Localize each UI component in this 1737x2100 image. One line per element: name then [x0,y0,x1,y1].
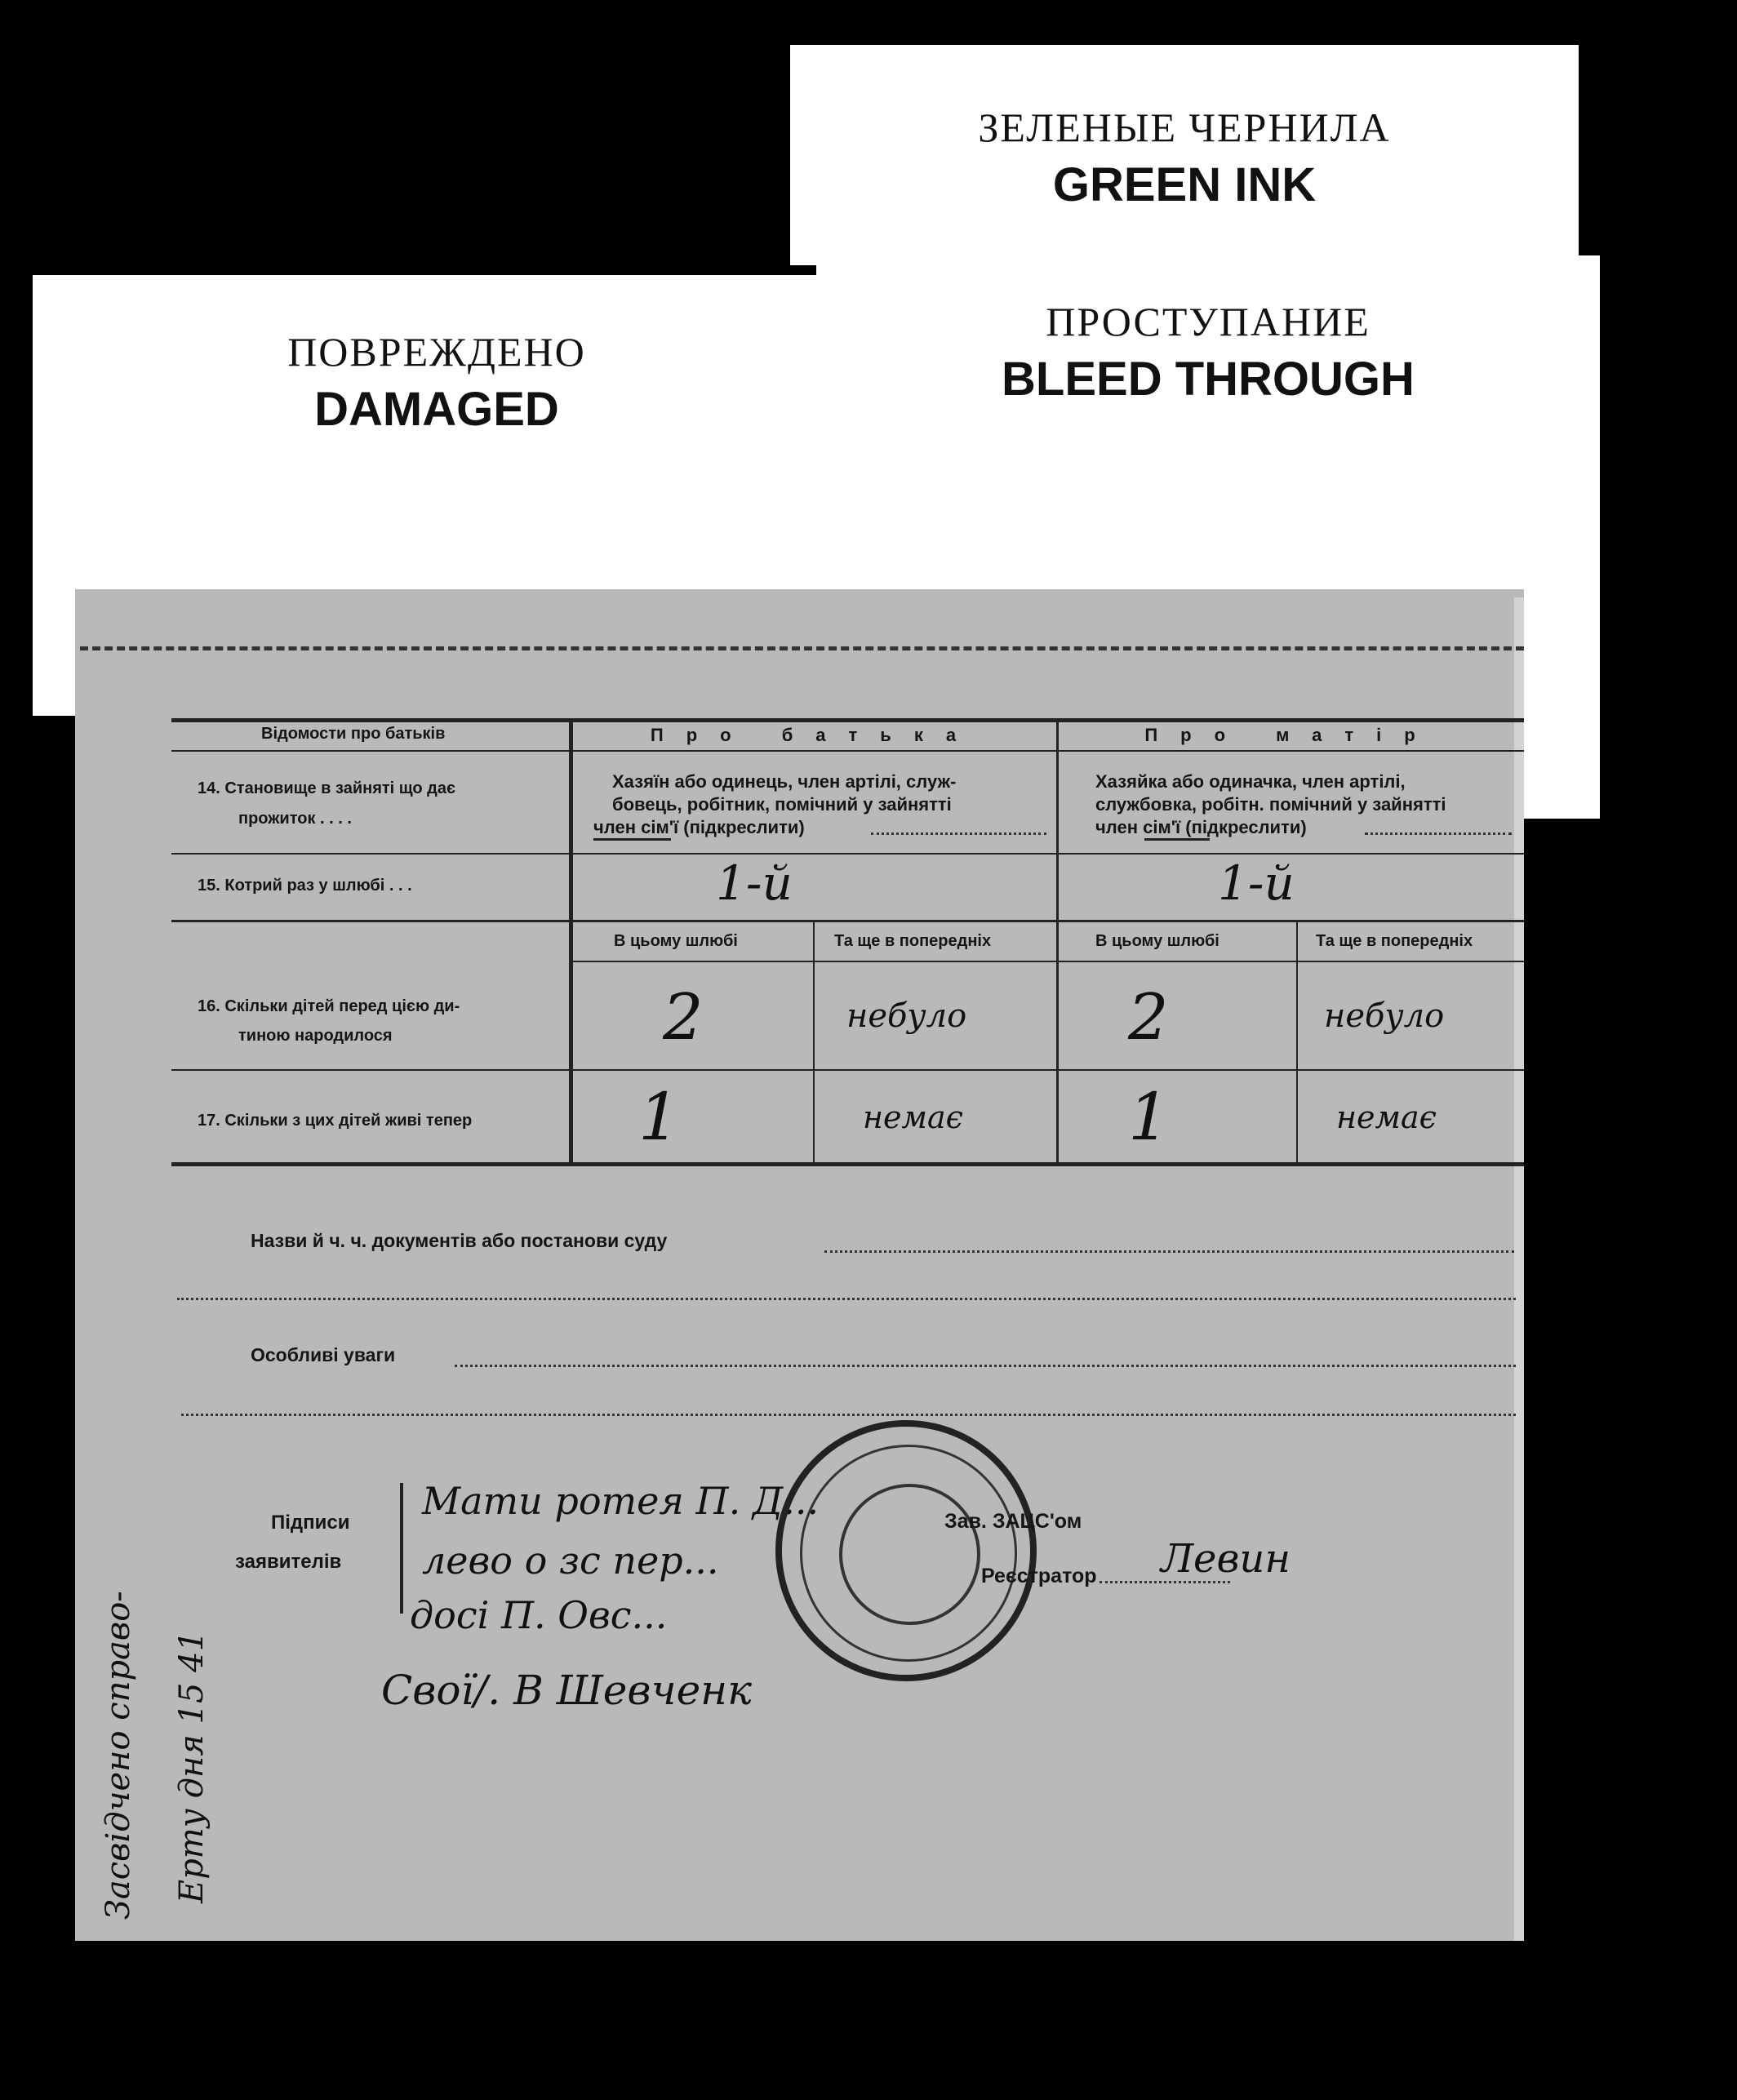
row14-father-3: член сім'ї (підкреслити) [593,817,805,837]
table-bottom-border [171,1162,1524,1166]
row16-mother-this: 2 [1128,981,1169,1054]
table-header-border [171,750,1524,752]
sub-mother-prev: Та ще в попередніх [1316,932,1473,950]
row14-mother-1: Хазяйка або одиначка, член артілі, [1095,771,1406,792]
header-father: Про батька [650,725,980,745]
row14-father-underline [593,838,671,841]
row14-mother-dots [1365,832,1512,835]
row14-father-1: Хазяїн або одинець, член артілі, служ- [612,771,957,792]
documents-dots-1 [824,1250,1514,1253]
row16-mother-prev: небуло [1324,997,1445,1035]
signatures-brace [400,1483,403,1614]
signatures-label-1: Підписи [271,1512,350,1534]
side-note-1: Засвідчено справо- [100,1591,137,1920]
col-border-father-sub [813,920,815,1165]
row14-label-2: прожиток . . . . [238,810,352,828]
bleed-through-en: BLEED THROUGH [1002,353,1415,406]
row17-mother-prev: немає [1336,1099,1437,1135]
sub-mother-this: В цьому шлюбі [1095,932,1219,950]
registrar-signature: Левин [1161,1536,1291,1582]
col-border-1 [569,720,573,1165]
signature-3: досі П. Овс... [410,1593,668,1637]
green-ink-ru: ЗЕЛЕНЫЕ ЧЕРНИЛА [978,104,1391,150]
row17-father-this: 1 [638,1079,680,1155]
paper-edge [1514,597,1524,1941]
row14-mother-3: член сім'ї (підкреслити) [1095,817,1307,837]
row17-father-prev: немає [863,1099,963,1135]
registrar-label: Реєстратор [981,1565,1097,1587]
stamp-emblem [839,1484,980,1625]
row16-father-prev: небуло [846,997,967,1035]
signature-4: Свої/. В Шевченк [381,1667,752,1714]
row14-mother-underline [1144,838,1210,841]
row14-mother-2: службовка, робітн. помічний у зайнятті [1095,794,1446,815]
notes-label: Особливі уваги [251,1344,396,1365]
row14-father-2: бовець, робітник, помічний у зайнятті [612,794,952,815]
official-stamp [775,1420,1037,1681]
row16-border [171,1069,1524,1071]
row17-label: 17. Скільки з цих дітей живі тепер [198,1112,473,1130]
row15-border [171,920,1524,922]
documents-label: Назви й ч. ч. документів або постанови суду [251,1230,668,1251]
row14-border [171,853,1524,855]
sub-father-this: В цьому шлюбі [614,932,738,950]
row15-father-value: 1-й [716,855,793,911]
sub-father-prev: Та ще в попередніх [834,932,992,950]
row15-label: 15. Котрий раз у шлюбі . . . [198,877,412,895]
signature-1: Мати ротея П. Д... [422,1479,820,1523]
row14-father-dots [871,832,1046,835]
notes-dots-2 [181,1414,1516,1416]
bleed-through-ru: ПРОСТУПАНИЕ [1046,299,1370,344]
green-ink-label [790,45,1579,265]
side-note-2: Ерту дня 15 41 [173,1630,211,1903]
subheader-border [573,961,1524,962]
row16-label-1: 16. Скільки дітей перед цією ди- [198,997,460,1015]
row16-label-2: тиною народилося [238,1027,393,1045]
signatures-label-2: заявителів [235,1551,342,1573]
notes-dots-1 [455,1365,1516,1367]
col-border-mother-sub [1296,920,1298,1165]
row14-label-1: 14. Становище в зайняті що дає [198,779,456,797]
head-label: Зав. ЗАЦС'ом [944,1510,1082,1533]
header-info: Відомости про батьків [261,725,446,743]
damaged-en: DAMAGED [314,383,559,436]
table-top-border [171,718,1524,722]
row16-father-this: 2 [663,981,704,1054]
green-ink-en: GREEN INK [1052,158,1317,211]
header-mother: Про матір [1144,725,1438,745]
damaged-ru: ПОВРЕЖДЕНО [287,329,586,375]
col-border-2 [1056,720,1059,1165]
documents-dots-2 [177,1298,1516,1300]
form-sheet [75,589,1524,1941]
signature-2: лево о зс пер... [422,1538,719,1583]
row15-mother-value: 1-й [1218,855,1295,911]
perforation-line [80,646,1524,650]
row17-mother-this: 1 [1128,1079,1170,1155]
